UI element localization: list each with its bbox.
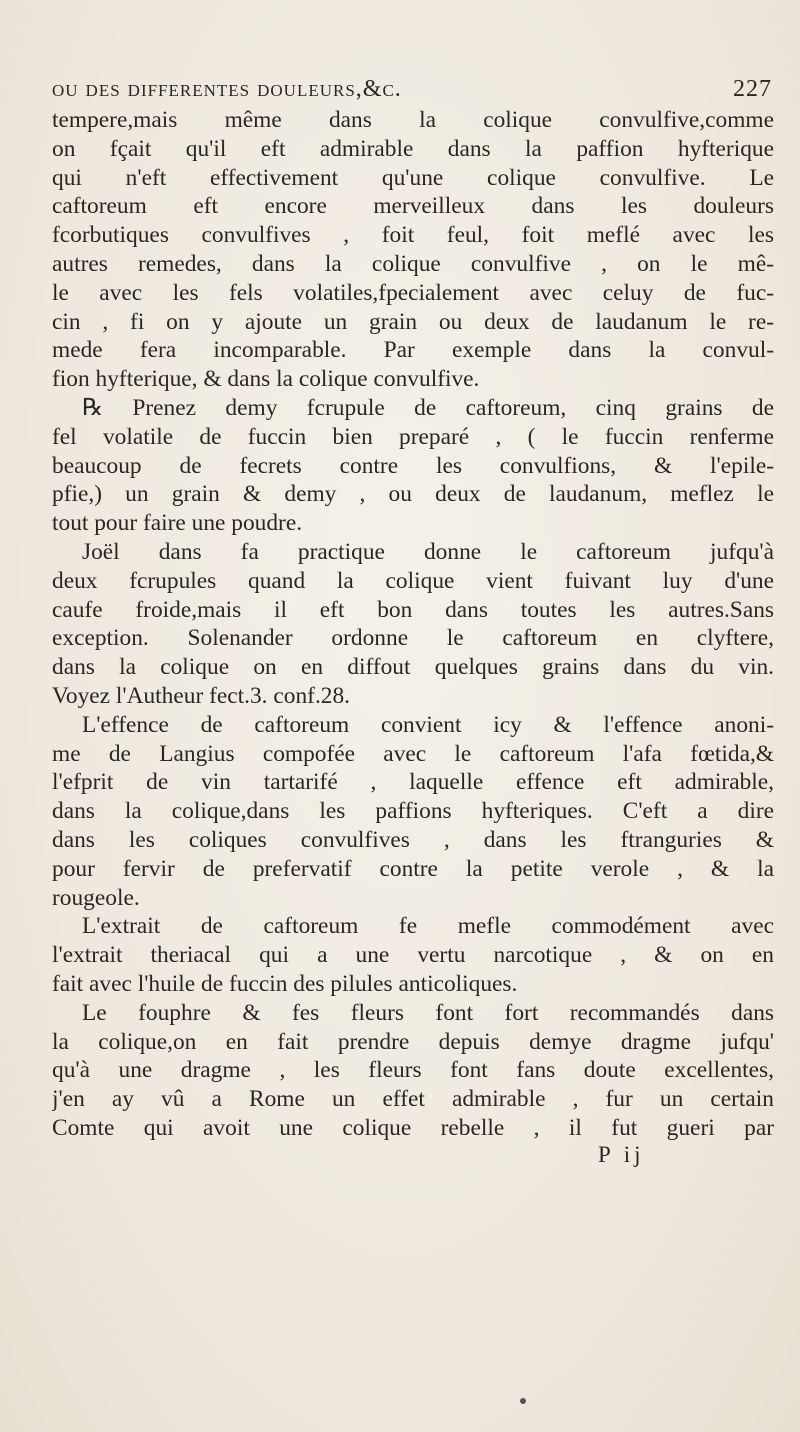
page-body [52, 106, 774, 1143]
text-line: tout pour faire une poudre. [52, 510, 303, 537]
running-header [52, 76, 772, 103]
text-line: l'efprit de vin tartarifé , laquelle effence eft admirable, [52, 769, 774, 796]
page-number: 227 [733, 76, 772, 102]
text-line: rougeole. [52, 884, 140, 911]
text-line: cin , fi on y ajoute un grain ou deux de laudanum le re- [52, 308, 774, 335]
text-line: mede fera incomparable. Par exemple dans la convul- [52, 337, 774, 364]
text-line: l'extrait theriacal qui a une vertu narcotique , & on en [52, 942, 774, 969]
text-line: autres remedes, dans la colique convulfive , on le mê- [52, 250, 774, 277]
text-line: Le fouphre & fes fleurs font fort recommandés dans [82, 999, 774, 1026]
text-line: pfie,) un grain & demy , ou deux de laudanum, meflez le [52, 481, 774, 508]
text-line: dans les coliques convulfives , dans les ftranguries & [52, 826, 774, 853]
text-line: exception. Solenander ordonne le caftoreum en clyftere, [52, 625, 774, 652]
text-line: caufe froide,mais il eft bon dans toutes les autres.Sans [52, 596, 774, 623]
text-line: fel volatile de fuccin bien preparé , ( le fuccin renferme [52, 423, 774, 450]
text-line: qu'à une dragme , les fleurs font fans doute excellentes, [52, 1057, 774, 1084]
text-line: fion hyfterique, & dans la colique convulfive. [52, 366, 480, 393]
text-line: caftoreum eft encore merveilleux dans les douleurs [52, 193, 774, 220]
text-line: la colique,on en fait prendre depuis demye dragme jufqu' [52, 1028, 774, 1055]
text-line: deux fcrupules quand la colique vient fuivant luy d'une [52, 567, 774, 594]
text-line: Comte qui avoit une colique rebelle , il fut gueri par [52, 1114, 774, 1141]
text-line: me de Langius compofée avec le caftoreum l'afa fœtida,& [52, 740, 774, 767]
text-line: qui n'eft effectivement qu'une colique convulfive. Le [52, 164, 774, 191]
text-line: Voyez l'Autheur fect.3. conf.28. [52, 682, 351, 709]
ink-spot [520, 1398, 526, 1404]
text-line: ℞ Prenez demy fcrupule de caftoreum, cinq grains de [82, 394, 774, 421]
text-line: Joël dans fa practique donne le caftoreum jufqu'à [82, 538, 774, 565]
text-line: le avec les fels volatiles,fpecialement avec celuy de fuc- [52, 279, 774, 306]
running-title: ou des differentes douleurs,&c. [52, 76, 402, 102]
text-line: L'extrait de caftoreum fe mefle commodément avec [82, 913, 774, 940]
text-line: fait avec l'huile de fuccin des pilules anticoliques. [52, 970, 518, 997]
text-line: j'en ay vû a Rome un effet admirable , fur un certain [52, 1086, 774, 1113]
text-line: pour fervir de prefervatif contre la petite verole , & la [52, 855, 774, 882]
text-line: beaucoup de fecrets contre les convulfions, & l'epile- [52, 452, 774, 479]
text-line: fcorbutiques convulfives , foit feul, foit meflé avec les [52, 222, 774, 249]
text-line: tempere,mais même dans la colique convulfive,comme [52, 107, 774, 133]
text-line: on fçait qu'il eft admirable dans la paffion hyfterique [52, 135, 774, 162]
signature-mark: P ij [598, 1142, 645, 1167]
text-line: L'effence de caftoreum convient icy & l'effence anoni- [82, 711, 774, 738]
text-line: dans la colique,dans les paffions hyfteriques. C'eft a dire [52, 798, 774, 825]
text-line: dans la colique on en diffout quelques grains dans du vin. [52, 654, 774, 681]
